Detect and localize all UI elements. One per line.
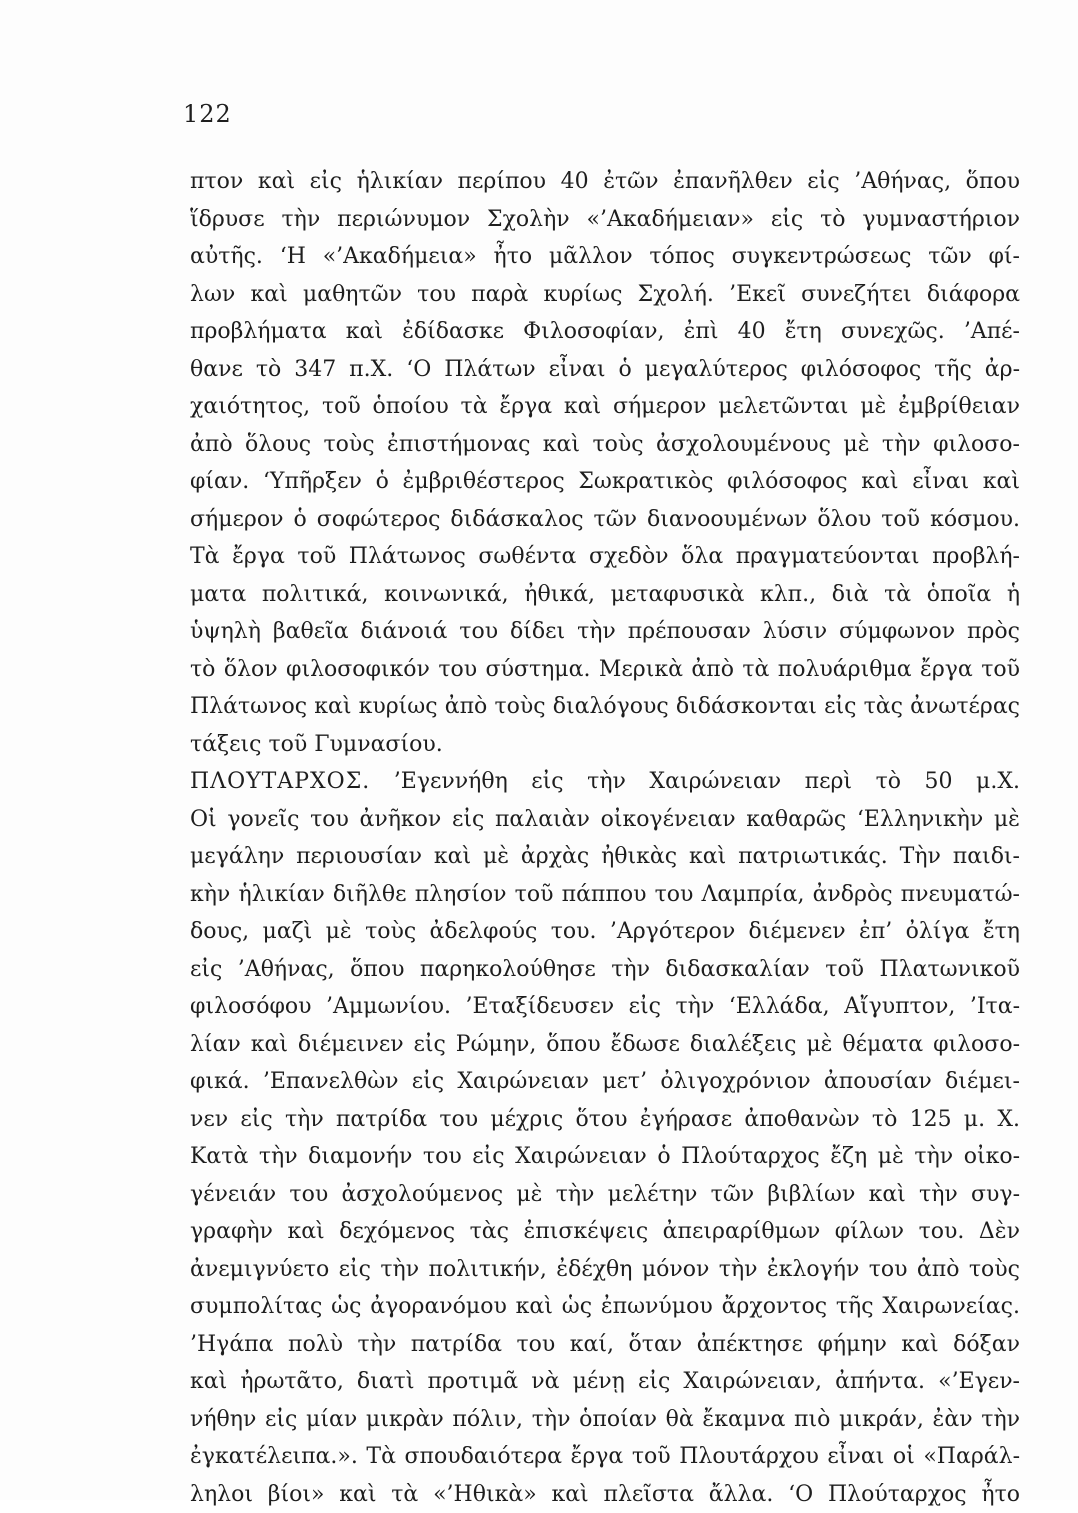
text-line: γραφὴν καὶ δεχόμενος τὰς ἐπισκέψεις ἀπειραρίθμων φίλων του. Δὲν	[190, 1213, 1020, 1251]
text-line: χαιότητος, τοῦ ὁποίου τὰ ἔργα καὶ σήμερον μελετῶνται μὲ ἐμβρίθειαν	[190, 388, 1020, 426]
text-line: ἵδρυσε τὴν περιώνυμον Σχολὴν «’Ακαδήμειαν» εἰς τὸ γυμναστήριον	[190, 201, 1020, 239]
text-block	[190, 163, 1020, 1513]
text-line: νεν εἰς τὴν πατρίδα του μέχρις ὅτου ἐγήρασε ἀποθανὼν τὸ 125 μ. Χ.	[190, 1101, 1020, 1139]
text-line: σήμερον ὁ σοφώτερος διδάσκαλος τῶν διανοουμένων ὅλου τοῦ κόσμου.	[190, 501, 1020, 539]
page-number: 122	[183, 100, 232, 128]
text-line: προβλήματα καὶ ἐδίδασκε Φιλοσοφίαν, ἐπὶ 40 ἔτη συνεχῶς. ’Απέ-	[190, 313, 1020, 351]
text-line: Οἱ γονεῖς του ἀνῆκον εἰς παλαιὰν οἰκογένειαν καθαρῶς ‘Ελληνικὴν μὲ	[190, 801, 1020, 839]
text-line: ’Ηγάπα πολὺ τὴν πατρίδα του καί, ὅταν ἀπέκτησε φήμην καὶ δόξαν	[190, 1326, 1020, 1364]
text-line: κὴν ἡλικίαν διῆλθε πλησίον τοῦ πάππου του Λαμπρία, ἀνδρὸς πνευματώ-	[190, 876, 1020, 914]
text-line: τὸ ὅλον φιλοσοφικόν του σύστημα. Μερικὰ ἀπὸ τὰ πολυάριθμα ἔργα τοῦ	[190, 651, 1020, 689]
text-line: τάξεις τοῦ Γυμνασίου.	[190, 726, 1020, 764]
text-line: νήθην εἰς μίαν μικρὰν πόλιν, τὴν ὁποίαν θὰ ἔκαμνα πιὸ μικράν, ἐὰν τὴν	[190, 1401, 1020, 1439]
text-line: φίαν. ‘Υπῆρξεν ὁ ἐμβριθέστερος Σωκρατικὸς φιλόσοφος καὶ εἶναι καὶ	[190, 463, 1020, 501]
text-line: Τὰ ἔργα τοῦ Πλάτωνος σωθέντα σχεδὸν ὅλα πραγματεύονται προβλή-	[190, 538, 1020, 576]
text-line: ληλοι βίοι» καὶ τὰ «’Ηθικὰ» καὶ πλεῖστα ἄλλα. ‘Ο Πλούταρχος ἦτο	[190, 1476, 1020, 1513]
text-line: ἀπὸ ὅλους τοὺς ἐπιστήμονας καὶ τοὺς ἀσχολουμένους μὲ τὴν φιλοσο-	[190, 426, 1020, 464]
text-line: Κατὰ τὴν διαμονήν του εἰς Χαιρώνειαν ὁ Πλούταρχος ἔζη μὲ τὴν οἰκο-	[190, 1138, 1020, 1176]
text-line: φιλοσόφου ’Αμμωνίου. ’Εταξίδευσεν εἰς τὴν ‘Ελλάδα, Αἴγυπτον, ’Ιτα-	[190, 988, 1020, 1026]
paragraph-plato	[190, 163, 1020, 763]
text-line: μεγάλην περιουσίαν καὶ μὲ ἀρχὰς ἠθικὰς καὶ πατριωτικάς. Τὴν παιδι-	[190, 838, 1020, 876]
text-line: θανε τὸ 347 π.Χ. ‘Ο Πλάτων εἶναι ὁ μεγαλύτερος φιλόσοφος τῆς ἀρ-	[190, 351, 1020, 389]
text-line: ματα πολιτικά, κοινωνικά, ἠθικά, μεταφυσικὰ κλπ., διὰ τὰ ὁποῖα ἡ	[190, 576, 1020, 614]
text-line: φικά. ’Επανελθὼν εἰς Χαιρώνειαν μετ’ ὀλιγοχρόνιον ἀπουσίαν διέμει-	[190, 1063, 1020, 1101]
text-line: Πλάτωνος καὶ κυρίως ἀπὸ τοὺς διαλόγους διδάσκονται εἰς τὰς ἀνωτέρας	[190, 688, 1020, 726]
text-line: γένειάν του ἀσχολούμενος μὲ τὴν μελέτην τῶν βιβλίων καὶ τὴν συγ-	[190, 1176, 1020, 1214]
text-line: συμπολίτας ὡς ἀγορανόμου καὶ ὡς ἐπωνύμου ἄρχοντος τῆς Χαιρωνείας.	[190, 1288, 1020, 1326]
text-line: λων καὶ μαθητῶν του παρὰ κυρίως Σχολή. ’Εκεῖ συνεζήτει διάφορα	[190, 276, 1020, 314]
text-line: δους, μαζὶ μὲ τοὺς ἀδελφούς του. ’Αργότερον διέμενεν ἐπ’ ὀλίγα ἔτη	[190, 913, 1020, 951]
text-line: καὶ ἠρωτᾶτο, διατὶ προτιμᾶ νὰ μένῃ εἰς Χαιρώνειαν, ἀπήντα. «’Εγεν-	[190, 1363, 1020, 1401]
section-title: ΠΛΟΥΤΑΡΧΟΣ.	[190, 769, 370, 794]
text-line: ἐγκατέλειπα.». Τὰ σπουδαιότερα ἔργα τοῦ Πλουτάρχου εἶναι οἱ «Παράλ-	[190, 1438, 1020, 1476]
text-line: ὑψηλὴ βαθεῖα διάνοιά του δίδει τὴν πρέπουσαν λύσιν σύμφωνον πρὸς	[190, 613, 1020, 651]
section-first-line: ’Εγεννήθη εἰς τὴν Χαιρώνειαν περὶ τὸ 50 μ.Χ.	[394, 769, 1020, 794]
text-line: λίαν καὶ διέμεινεν εἰς Ρώμην, ὅπου ἔδωσε διαλέξεις μὲ θέματα φιλοσο-	[190, 1026, 1020, 1064]
text-line: πτον καὶ εἰς ἡλικίαν περίπου 40 ἐτῶν ἐπανῆλθεν εἰς ’Αθήνας, ὅπου	[190, 163, 1020, 201]
text-line: αὐτῆς. ‘Η «’Ακαδήμεια» ἦτο μᾶλλον τόπος συγκεντρώσεως τῶν φί-	[190, 238, 1020, 276]
text-line: ἀνεμιγνύετο εἰς τὴν πολιτικήν, ἐδέχθη μόνον τὴν ἐκλογήν του ἀπὸ τοὺς	[190, 1251, 1020, 1289]
section-heading-line	[190, 763, 1020, 801]
text-line: εἰς ’Αθήνας, ὅπου παρηκολούθησε τὴν διδασκαλίαν τοῦ Πλατωνικοῦ	[190, 951, 1020, 989]
paragraph-plutarch	[190, 763, 1020, 1513]
